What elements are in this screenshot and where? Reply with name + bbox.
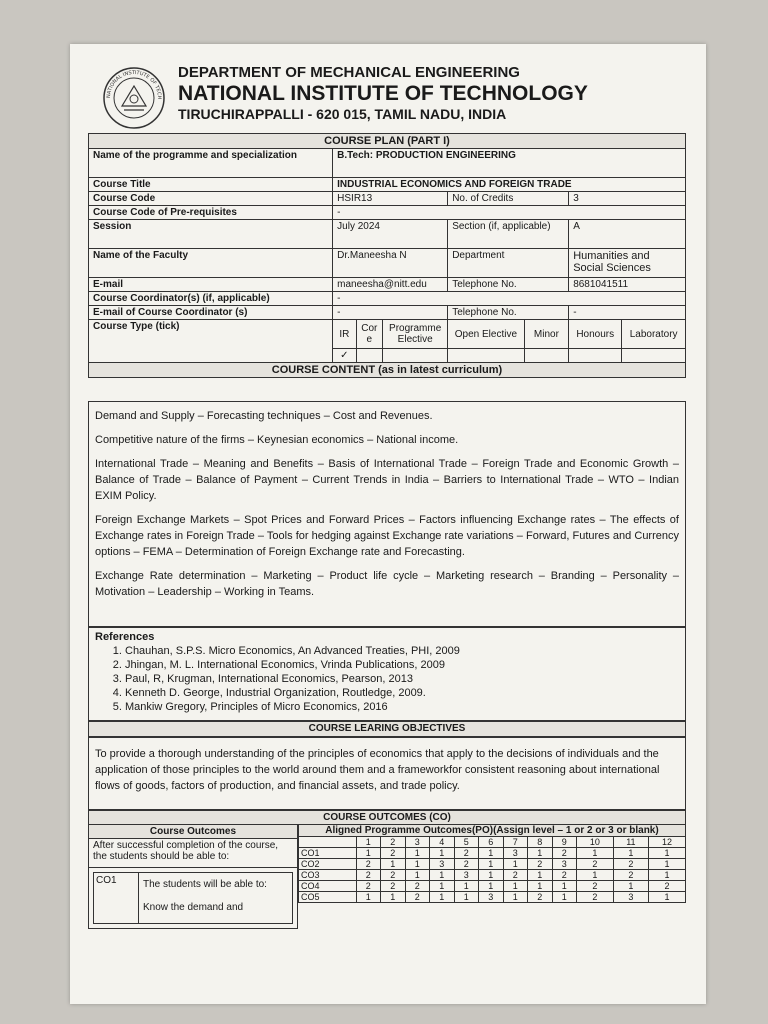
reference-item: 1. Chauhan, S.P.S. Micro Economics, An Advanced Treaties, PHI, 2009 (125, 644, 679, 658)
po-cell: 1 (479, 859, 504, 870)
po-row (299, 881, 686, 892)
po-cell: 2 (577, 859, 614, 870)
po-cell: 1 (648, 859, 685, 870)
co1-label: CO1 (94, 873, 139, 923)
po-cell: 3 (479, 892, 504, 903)
po-cell: 1 (479, 870, 504, 881)
po-col-header: 4 (430, 837, 455, 848)
po-cell: 3 (613, 892, 648, 903)
credits-label: No. of Credits (448, 192, 569, 206)
po-cell: 2 (405, 881, 430, 892)
institute-address: TIRUCHIRAPPALLI - 620 015, TAMIL NADU, INDIA (178, 106, 507, 122)
po-cell: 1 (613, 848, 648, 859)
po-cell: 2 (454, 848, 479, 859)
po-cell: 2 (381, 870, 406, 881)
po-cell: 1 (479, 881, 504, 892)
po-cell: 1 (405, 859, 430, 870)
faculty-label: Name of the Faculty (89, 249, 333, 278)
programme-value: B.Tech: PRODUCTION ENGINEERING (333, 149, 686, 178)
session-value: July 2024 (333, 220, 448, 249)
section-label: Section (if, applicable) (448, 220, 569, 249)
po-col-header: 5 (454, 837, 479, 848)
coord-telephone-label: Telephone No. (448, 306, 569, 320)
objectives-title: COURSE LEARING OBJECTIVES (88, 721, 686, 737)
po-cell: 2 (503, 870, 528, 881)
po-cell: 2 (613, 859, 648, 870)
po-cell: 1 (356, 892, 381, 903)
po-corner (299, 837, 357, 848)
po-cell: 1 (528, 848, 553, 859)
coordinator-value: - (333, 292, 686, 306)
po-row (299, 892, 686, 903)
po-row (299, 848, 686, 859)
programme-label: Name of the programme and specialization (89, 149, 333, 178)
course-code-value: HSIR13 (333, 192, 448, 206)
po-cell: 2 (577, 881, 614, 892)
course-outcomes-header: Course Outcomes (89, 825, 298, 839)
coordinator-label: Course Coordinator(s) (if, applicable) (89, 292, 333, 306)
po-cell: 1 (552, 881, 577, 892)
po-cell: 1 (381, 859, 406, 870)
po-cell: 1 (648, 892, 685, 903)
po-cell: 1 (528, 881, 553, 892)
po-cell: 2 (528, 859, 553, 870)
co-row-label: CO1 (299, 848, 357, 859)
email-label: E-mail (89, 278, 333, 292)
credits-value: 3 (569, 192, 686, 206)
po-cell: 2 (552, 870, 577, 881)
department-value: Humanities and Social Sciences (569, 249, 686, 278)
co1-text: The students will be able to: (143, 879, 267, 890)
po-cell: 1 (430, 870, 455, 881)
institute-logo (102, 66, 166, 130)
po-col-header: 11 (613, 837, 648, 848)
po-cell: 2 (613, 870, 648, 881)
co-row-label: CO4 (299, 881, 357, 892)
content-paragraph: Foreign Exchange Markets – Spot Prices and Forward Prices – Factors influencing Exchange rates – The effects of Exchange rates in Foreign Trade – Tools for hedging against Exchange rate variations – Forward, Futures and Currency options – FEMA – Determination of Foreign Exchange rate and Forecasting. (95, 514, 679, 558)
po-cell: 1 (552, 892, 577, 903)
type-laboratory: Laboratory (622, 320, 686, 349)
prereq-label: Course Code of Pre-requisites (89, 206, 333, 220)
type-honours: Honours (569, 320, 622, 349)
po-cell: 1 (405, 870, 430, 881)
type-programme-elective: Programme Elective (383, 320, 448, 349)
po-cell: 1 (503, 892, 528, 903)
po-cell: 2 (381, 881, 406, 892)
section-value: A (569, 220, 686, 249)
po-cell: 1 (648, 848, 685, 859)
po-col-header: 6 (479, 837, 504, 848)
type-ir: IR (333, 320, 356, 349)
po-cell: 1 (577, 848, 614, 859)
reference-item: 3. Paul, R, Krugman, International Economics, Pearson, 2013 (125, 672, 679, 686)
references (88, 627, 686, 721)
po-cell: 2 (528, 892, 553, 903)
coord-telephone-value: - (569, 306, 686, 320)
content-paragraph: Demand and Supply – Forecasting techniques – Cost and Revenues. (95, 410, 433, 422)
course-content-title: COURSE CONTENT (as in latest curriculum) (89, 363, 686, 378)
type-open-elective: Open Elective (448, 320, 524, 349)
session-label: Session (89, 220, 333, 249)
faculty-value: Dr.Maneesha N (333, 249, 448, 278)
po-header: Aligned Programme Outcomes(PO)(Assign level – 1 or 2 or 3 or blank) (299, 825, 686, 837)
outcomes-title: COURSE OUTCOMES (CO) (88, 810, 686, 826)
department-name: DEPARTMENT OF MECHANICAL ENGINEERING (178, 64, 520, 81)
po-col-header: 12 (648, 837, 685, 848)
po-cell: 1 (381, 892, 406, 903)
telephone-value: 8681041511 (569, 278, 686, 292)
tick-mark: ✓ (333, 349, 356, 363)
svg-text:NATIONAL INSTITUTE OF TECHNOLO: NATIONAL INSTITUTE OF TECH (105, 69, 163, 100)
objectives-text: To provide a thorough understanding of the principles of economics that apply to the decisions of individuals and the application of those principles to the world around them and a frameworkfor consistent reasoning about international flows of goods, factors of production, and financial assets, and trade policy. (88, 737, 686, 810)
content-paragraph: Competitive nature of the firms – Keynesian economics – National income. (95, 434, 459, 446)
po-cell: 3 (454, 870, 479, 881)
telephone-label: Telephone No. (448, 278, 569, 292)
reference-item: 4. Kenneth D. George, Industrial Organization, Routledge, 2009. (125, 686, 679, 700)
po-cell: 1 (503, 859, 528, 870)
po-cell: 1 (479, 848, 504, 859)
reference-item: 5. Mankiw Gregory, Principles of Micro Economics, 2016 (125, 700, 679, 714)
po-cell: 2 (356, 859, 381, 870)
po-col-header: 10 (577, 837, 614, 848)
po-cell: 2 (454, 859, 479, 870)
email-value: maneesha@nitt.edu (333, 278, 448, 292)
course-plan-table (88, 133, 686, 378)
po-col-header: 2 (381, 837, 406, 848)
co-row-label: CO5 (299, 892, 357, 903)
course-code-label: Course Code (89, 192, 333, 206)
prereq-value: - (333, 206, 686, 220)
po-cell: 1 (503, 881, 528, 892)
po-cell: 1 (577, 870, 614, 881)
coord-email-label: E-mail of Course Coordinator (s) (89, 306, 333, 320)
po-cell: 3 (503, 848, 528, 859)
po-cell: 2 (356, 870, 381, 881)
po-cell: 3 (552, 859, 577, 870)
po-cell: 2 (552, 848, 577, 859)
po-cell: 1 (613, 881, 648, 892)
course-plan-title: COURSE PLAN (PART I) (89, 134, 686, 149)
po-cell: 1 (454, 881, 479, 892)
references-title: References (95, 631, 155, 643)
po-cell: 2 (577, 892, 614, 903)
po-col-header: 8 (528, 837, 553, 848)
course-type-label: Course Type (tick) (89, 320, 333, 363)
po-cell: 1 (454, 892, 479, 903)
po-col-header: 7 (503, 837, 528, 848)
content-paragraph: Exchange Rate determination – Marketing – Product life cycle – Marketing research – Branding – Personality – Motivation – Leadership – Working in Teams. (95, 570, 679, 598)
reference-item: 2. Jhingan, M. L. International Economics, Vrinda Publications, 2009 (125, 658, 679, 672)
po-cell: 1 (648, 870, 685, 881)
co1-text-continued: Know the demand and (143, 902, 244, 913)
po-cell: 1 (528, 870, 553, 881)
co-row-label: CO2 (299, 859, 357, 870)
po-mapping-table (298, 824, 686, 903)
po-col-header: 3 (405, 837, 430, 848)
type-minor: Minor (524, 320, 569, 349)
po-row (299, 870, 686, 881)
po-row (299, 859, 686, 870)
course-outcomes-left (88, 824, 298, 929)
coord-email-value: - (333, 306, 448, 320)
po-col-header: 9 (552, 837, 577, 848)
po-cell: 1 (430, 848, 455, 859)
po-cell: 2 (381, 848, 406, 859)
po-cell: 1 (356, 848, 381, 859)
po-cell: 1 (430, 892, 455, 903)
outcomes-intro: After successful completion of the course, the students should be able to: (89, 839, 298, 868)
type-core: Cor e (356, 320, 383, 349)
co-row-label: CO3 (299, 870, 357, 881)
institute-name: NATIONAL INSTITUTE OF TECHNOLOGY (178, 82, 588, 105)
po-cell: 2 (405, 892, 430, 903)
content-paragraph: International Trade – Meaning and Benefits – Basis of International Trade – Foreign Trade and Economic Growth – Balance of Trade – Balance of Payment – Current Trends in India – Barriers to International Trade – WTO – Indian EXIM Policy. (95, 458, 679, 502)
course-title-value: INDUSTRIAL ECONOMICS AND FOREIGN TRADE (333, 178, 686, 192)
department-label: Department (448, 249, 569, 278)
po-cell: 2 (356, 881, 381, 892)
po-col-header: 1 (356, 837, 381, 848)
course-content (88, 401, 686, 627)
po-cell: 3 (430, 859, 455, 870)
po-cell: 2 (648, 881, 685, 892)
course-title-label: Course Title (89, 178, 333, 192)
po-cell: 1 (430, 881, 455, 892)
po-cell: 1 (405, 848, 430, 859)
